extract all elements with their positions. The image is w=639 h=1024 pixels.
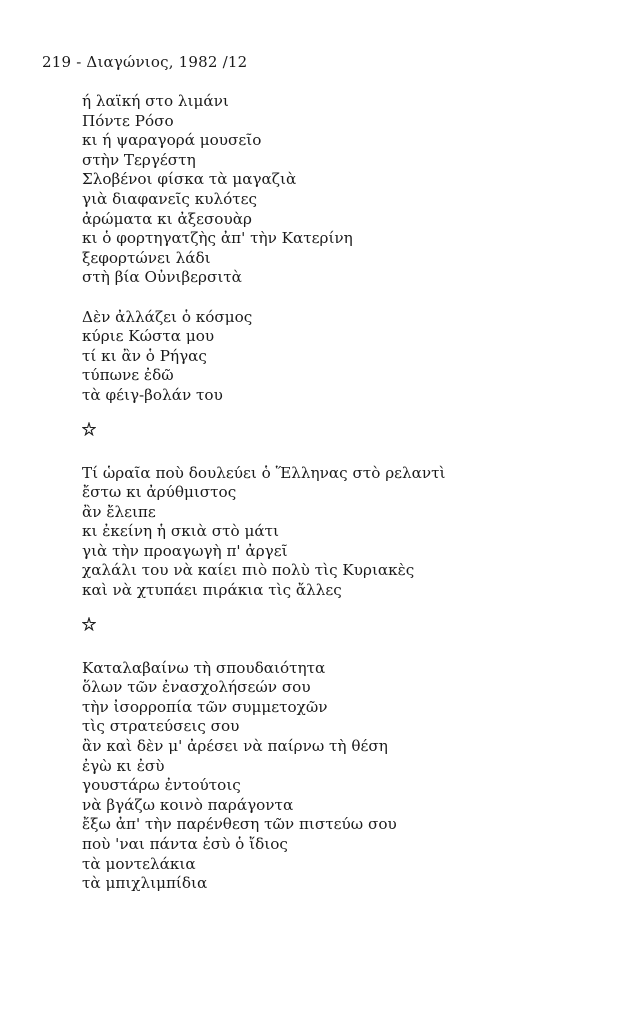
poem-line: τὰ φέιγ-βολάν του: [82, 385, 223, 404]
poem-line: στὴ βία Οὐνιβερσιτὰ: [82, 268, 242, 287]
poem-line: νὰ βγάζω κοινὸ παράγοντα: [82, 795, 294, 814]
poem-line: γιὰ τὴν προαγωγὴ π' ἀργεῖ: [82, 541, 288, 560]
poem-line: ἂν ἔλειπε: [82, 502, 156, 521]
stanza-2: [82, 308, 445, 406]
poem-line: ή λαϊκή στο λιμάνι: [82, 92, 229, 110]
poem-line: καὶ νὰ χτυπάει πιράκια τὶς ἄλλες: [82, 581, 342, 600]
section-separator: [82, 601, 445, 659]
section-separator: [82, 406, 445, 464]
poem-line: Τί ὡραῖα ποὺ δουλεύει ὁ Ἕλληνας στὸ ρελαντὶ: [82, 463, 446, 482]
poem-line: κι ή ψαραγορά μουσεῖο: [82, 131, 262, 150]
poem-line: ἀρώματα κι ἀξεσουὰρ: [82, 209, 252, 228]
asterisk-star-icon: [82, 422, 96, 436]
poem-line: Δὲν ἀλλάζει ὁ κόσμος: [82, 307, 253, 326]
poem-line: Καταλαβαίνω τὴ σπουδαιότητα: [82, 658, 326, 677]
poem-line: Πόντε Ρόσο: [82, 111, 174, 130]
poem-line: κι ἐκείνη ἡ σκιὰ στὸ μάτι: [82, 522, 279, 541]
poem-line: Σλοβένοι φίσκα τὰ μαγαζιὰ: [82, 170, 297, 189]
poem-line: τί κι ἂν ὁ Ρήγας: [82, 346, 207, 365]
stanza-3: [82, 464, 445, 601]
poem-line: τὰ μοντελάκια: [82, 854, 196, 873]
poem-line: ὅλων τῶν ἐνασχολήσεών σου: [82, 678, 311, 697]
poem-line: τὶς στρατεύσεις σου: [82, 717, 240, 736]
poem-line: ἂν καὶ δὲν μ' ἀρέσει νὰ παίρνω τὴ θέση: [82, 737, 388, 756]
poem-line: ἐγὼ κι ἐσὺ: [82, 756, 165, 775]
poem-line: ξεφορτώνει λάδι: [82, 248, 211, 267]
poem-line: ἔξω ἀπ' τὴν παρένθεση τῶν πιστεύω σου: [82, 815, 397, 834]
poem-line: τὴν ἰσορροπία τῶν συμμετοχῶν: [82, 697, 328, 716]
poem-line: χαλάλι του νὰ καίει πιὸ πολὺ τὶς Κυριακὲς: [82, 561, 415, 580]
asterisk-star-icon: [82, 617, 96, 631]
poem-line: κι ὁ φορτηγατζὴς ἀπ' τὴν Κατερίνη: [82, 229, 353, 248]
stanza-4: [82, 659, 445, 894]
poem-text: [82, 92, 445, 894]
poem-line: γουστάρω ἐντούτοις: [82, 776, 241, 795]
poem-line: ἔστω κι ἀρύθμιστος: [82, 483, 237, 502]
stanza-gap: [82, 288, 445, 308]
page-header: 219 - Διαγώνιος, 1982 /12: [42, 53, 248, 71]
poem-line: γιὰ διαφανεῖς κυλότες: [82, 189, 258, 208]
stanza-1: [82, 92, 445, 288]
poem-line: τύπωνε ἐδῶ: [82, 366, 174, 385]
poem-line: στὴν Τεργέστη: [82, 150, 196, 169]
poem-line: ποὺ 'ναι πάντα ἐσὺ ὁ ἴδιος: [82, 835, 288, 853]
poem-line: τὰ μπιχλιμπίδια: [82, 874, 208, 893]
poem-line: κύριε Κώστα μου: [82, 327, 215, 346]
